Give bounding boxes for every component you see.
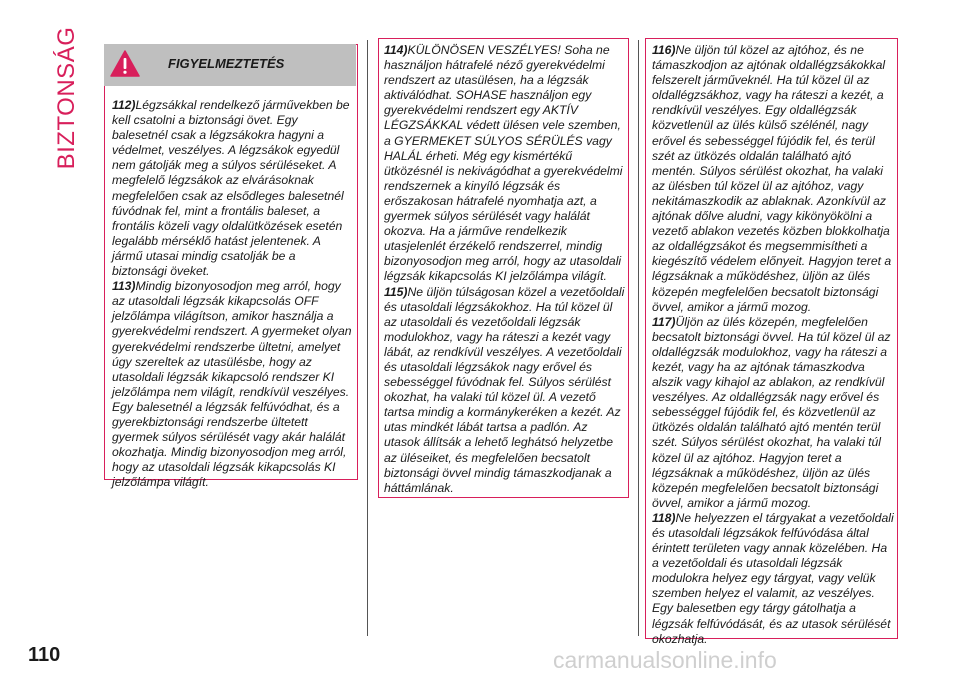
paragraph-116: 116)Ne üljön túl közel az ajtóhoz, és ne támaszkodjon az ajtónak oldallégzsákokkal felszerelt járműveknél. Ha túl közel ül az oldallégzsákhoz, vagy ha ráteszi a kezét, a rendkívül veszélyes. Egy oldallégzsák közvetlenül az ülés külső szélénél, nagy erővel és sebességgel fújódik fel, és terül szét az ütközés oldalán található ajtó mentén. Súlyos sérülést okozhat, ha valaki az ülésben túl közel ül az ajtóhoz, vagy nekitámaszkodik az ablaknak. Azonkívül az ajtónak dőlve aludni, vagy kikönyökölni a vezető ablakon vezetés közben blokkolhatja az oldallégzsákot és megsemmisítheti a kiegészítő védelem előnyeit. Hagyjon teret a légzsáknak a működéshez, üljön az ülés közepén megfelelően becsatolt biztonsági övvel, amikor a jármű mozog. (652, 43, 892, 314)
paragraph-114: 114)KÜLÖNÖSEN VESZÉLYES! Soha ne használjon hátrafelé néző gyerekvédelmi rendszert az utasülésen, ha a légzsák aktiválódhat. SOHASE használjon egy gyerekvédelmi rendszert egy AKTÍV LÉGZSÁKKAL védett ülésen vele szemben, a GYERMEKET SÚLYOS SÉRÜLÉS vagy HALÁL érheti. Még egy kismértékű ütközésnél is nekivágódhat a gyerekvédelmi rendszernek a kinyíló légzsák és erőszakosan hátrafelé nyomhatja azt, a gyermek súlyos sérülését vagy halálát okozva. Ha a járműve rendelkezik utasjelenlét érzékelő rendszerrel, mindig bizonyosodjon meg arról, hogy az utasoldali légzsák kikapcsolás KI jelzőlámpa világít. (384, 43, 623, 284)
section-label: BIZTONSÁG (53, 26, 80, 170)
paragraph-112: 112)Légzsákkal rendelkező járművekben be kell csatolni a biztonsági övet. Egy balesetnél csak a légzsákokra hagyni a védelmet, veszélyes. A légzsákok egyedül nem gátolják meg a súlyos sérüléseket. A megfelelő légzsákok az elvárásoknak megfelelően csak az elsődleges balesetnél fúvódnak fel, mint a frontális baleset, a frontális közeli vagy oldalütközések esetén legalább mérséklő hatást jelentenek. A jármű utasai mindig csatolják be a biztonsági öveket. (112, 98, 350, 279)
paragraph-113: 113)Mindig bizonyosodjon meg arról, hogy az utasoldali légzsák kikapcsolás OFF jelzőlámpa világítson, amikor használja a gyerekvédelmi rendszert. A gyermeket olyan gyerekvédelmi rendszerbe ültetni, amelyet úgy szereltek az utasülésbe, hogy az utasoldali légzsák kikapcsoló rendszer KI jelzőlámpa nem világít, rendkívül veszélyes. Egy balesetnél a légzsák felfúvódhat, és a gyerekbiztonsági rendszerbe ültetett gyermek súlyos sérülését vagy akár halálát okozhatja. Mindig bizonyosodjon meg arról, hogy az utasoldali légzsák kikapcsolás KI jelzőlámpa világít. (112, 279, 352, 490)
page-number: 110 (28, 644, 61, 666)
warning-header (104, 44, 356, 86)
watermark: carmanualsonline.info (553, 647, 777, 673)
warning-triangle-icon (110, 50, 140, 77)
paragraph-118: 118)Ne helyezzen el tárgyakat a vezetőoldali és utasoldali légzsákok felfúvódása által érintett területen vagy annak közelében. Ha a vezetőoldali és utasoldali légzsák modulokra helyez egy tárgyat, vagy velük szemben helyez el valamit, az veszélyes. Egy balesetben egy tárgy gátolhatja a légzsák felfúvódását, és az utasok sérülését okozhatja. (652, 510, 894, 646)
paragraph-117: 117)Üljön az ülés közepén, megfelelően becsatolt biztonsági övvel. Ha túl közel ül az oldallégzsák modulokhoz, vagy ha ráteszi a kezét, vagy ha az ajtónak támaszkodva alszik vagy kihajol az ablakon, az rendkívül veszélyes. Az oldallégzsák nagy erővel és sebességgel fújódik fel, és közvetlenül az ütközés oldalán található ajtó mentén terül szét. Súlyos sérülést okozhat, ha valaki túl közel ül az ajtóhoz. Hagyjon teret a légzsáknak a működéshez, üljön az ülés közepén megfelelően becsatolt biztonsági övvel, amikor a jármű mozog. (652, 314, 891, 510)
column-divider (367, 40, 368, 636)
column-divider (638, 40, 639, 636)
column-3-text (652, 43, 894, 647)
warning-title: FIGYELMEZTETÉS (168, 56, 285, 71)
column-2-text (384, 43, 626, 496)
column-1-text (112, 98, 352, 490)
paragraph-115: 115)Ne üljön túlságosan közel a vezetőoldali és utasoldali légzsákokhoz. Ha túl közel ül az utasoldali és vezetőoldali légzsák modulokhoz, vagy ha ráteszi a kezét vagy lábát, az rendkívül veszélyes. A vezetőoldali és utasoldali légzsákok nagy erővel és sebességgel fúvódnak fel. Súlyos sérülést okozhat, ha valaki túl közel ül. A vezető tartsa mindig a kormánykeréken a kezét. Az utas mindkét lábát tartsa a padlón. Az utasok állítsák a lehető leghátsó helyzetbe az üléseiket, és megfelelően becsatolt biztonsági övvel mindig támaszkodjanak a háttámlának. (384, 284, 625, 495)
